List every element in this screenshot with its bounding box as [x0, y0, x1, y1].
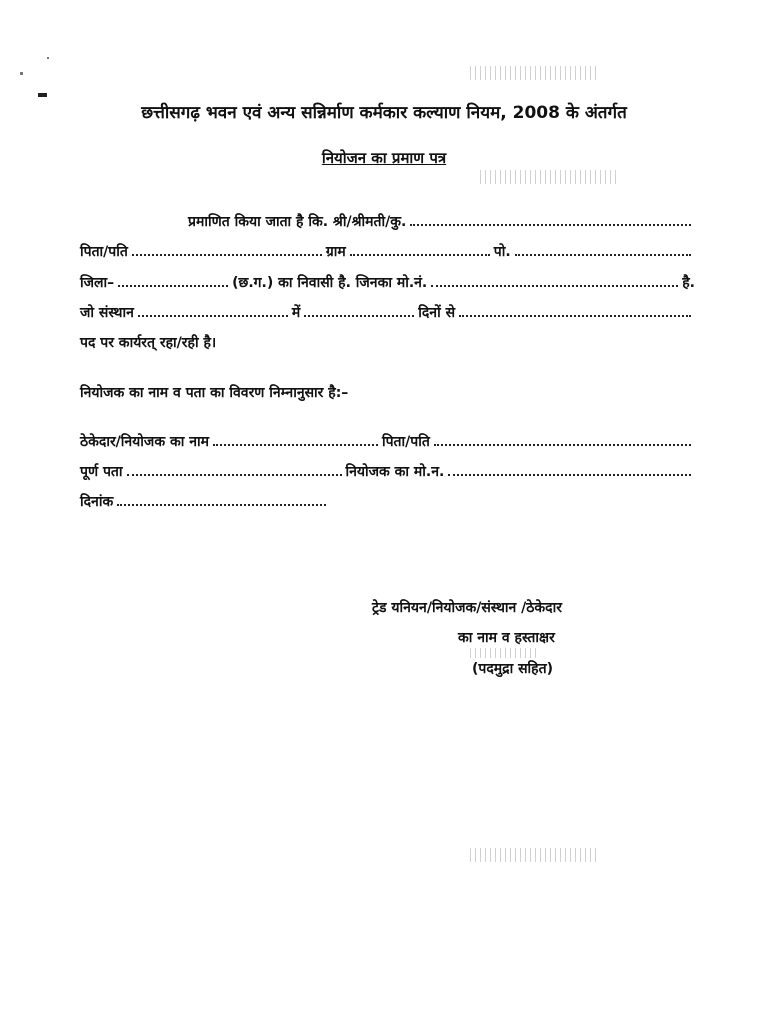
date-label: दिनांक — [80, 494, 114, 510]
scan-noise — [470, 848, 600, 862]
district-line — [80, 273, 695, 292]
contractor-label: ठेकेदार/नियोजक का नाम — [80, 434, 209, 450]
scan-noise — [480, 170, 620, 184]
establishment-label: जो संस्थान — [80, 305, 134, 321]
father-blank — [132, 242, 322, 256]
establishment-line — [80, 303, 695, 322]
district-line-end: है. — [682, 275, 695, 291]
employer-mobile-label: नियोजक का मो.न. — [345, 464, 445, 480]
certify-label: प्रमाणित किया जाता है कि. श्री/श्रीमती/कु. — [188, 214, 407, 230]
address-blank — [127, 462, 342, 476]
date-line — [80, 492, 330, 511]
days-label: दिनों से — [418, 305, 456, 321]
in-label: में — [291, 305, 301, 321]
contractor-father-blank — [434, 432, 691, 446]
employer-intro-text: नियोजक का नाम व पता का विवरण निम्नानुसार है:– — [80, 385, 349, 401]
scan-speck — [47, 57, 49, 59]
scan-noise — [470, 648, 540, 658]
mobile-blank — [431, 273, 678, 287]
village-label: ग्राम — [325, 244, 346, 260]
in-blank — [304, 303, 414, 317]
days-blank — [459, 303, 691, 317]
scan-noise — [470, 66, 600, 80]
employer-mobile-blank — [448, 462, 691, 476]
name-blank — [410, 212, 691, 226]
resident-label: (छ.ग.) का निवासी है. जिनका मो.नं. — [232, 275, 428, 291]
establishment-blank — [138, 303, 288, 317]
post-line — [80, 333, 695, 352]
scan-speck — [20, 72, 23, 75]
subtitle-text: नियोजन का प्रमाण पत्र — [321, 149, 447, 167]
document-title: छत्तीसगढ़ भवन एवं अन्य सन्निर्माण कर्मकार कल्याण नियम, 2008 के अंतर्गत — [141, 103, 627, 123]
signature-line-2: का नाम व हस्ताक्षर — [458, 630, 555, 646]
district-label: जिला– — [80, 275, 115, 291]
po-label: पो. — [493, 244, 511, 260]
village-blank — [350, 242, 490, 256]
scan-mark — [38, 93, 47, 97]
contractor-line — [80, 432, 695, 451]
address-line — [80, 462, 695, 481]
address-label: पूर्ण पता — [80, 464, 123, 480]
certify-line — [188, 212, 695, 231]
signature-line-1: ट्रेड यनियन/नियोजक/संस्थान /ठेकेदार — [372, 600, 562, 616]
contractor-father-label: पिता/पति — [381, 434, 430, 450]
document-subtitle — [0, 148, 768, 168]
district-blank — [118, 273, 228, 287]
date-blank — [117, 492, 326, 506]
father-label: पिता/पति — [80, 244, 128, 260]
father-line — [80, 242, 695, 261]
po-blank — [515, 242, 691, 256]
post-label: पद पर कार्यरत् रहा/रही है। — [80, 335, 217, 351]
employer-intro — [80, 383, 695, 402]
contractor-blank — [213, 432, 378, 446]
signature-line-3: (पदमुद्रा सहित) — [472, 661, 553, 677]
